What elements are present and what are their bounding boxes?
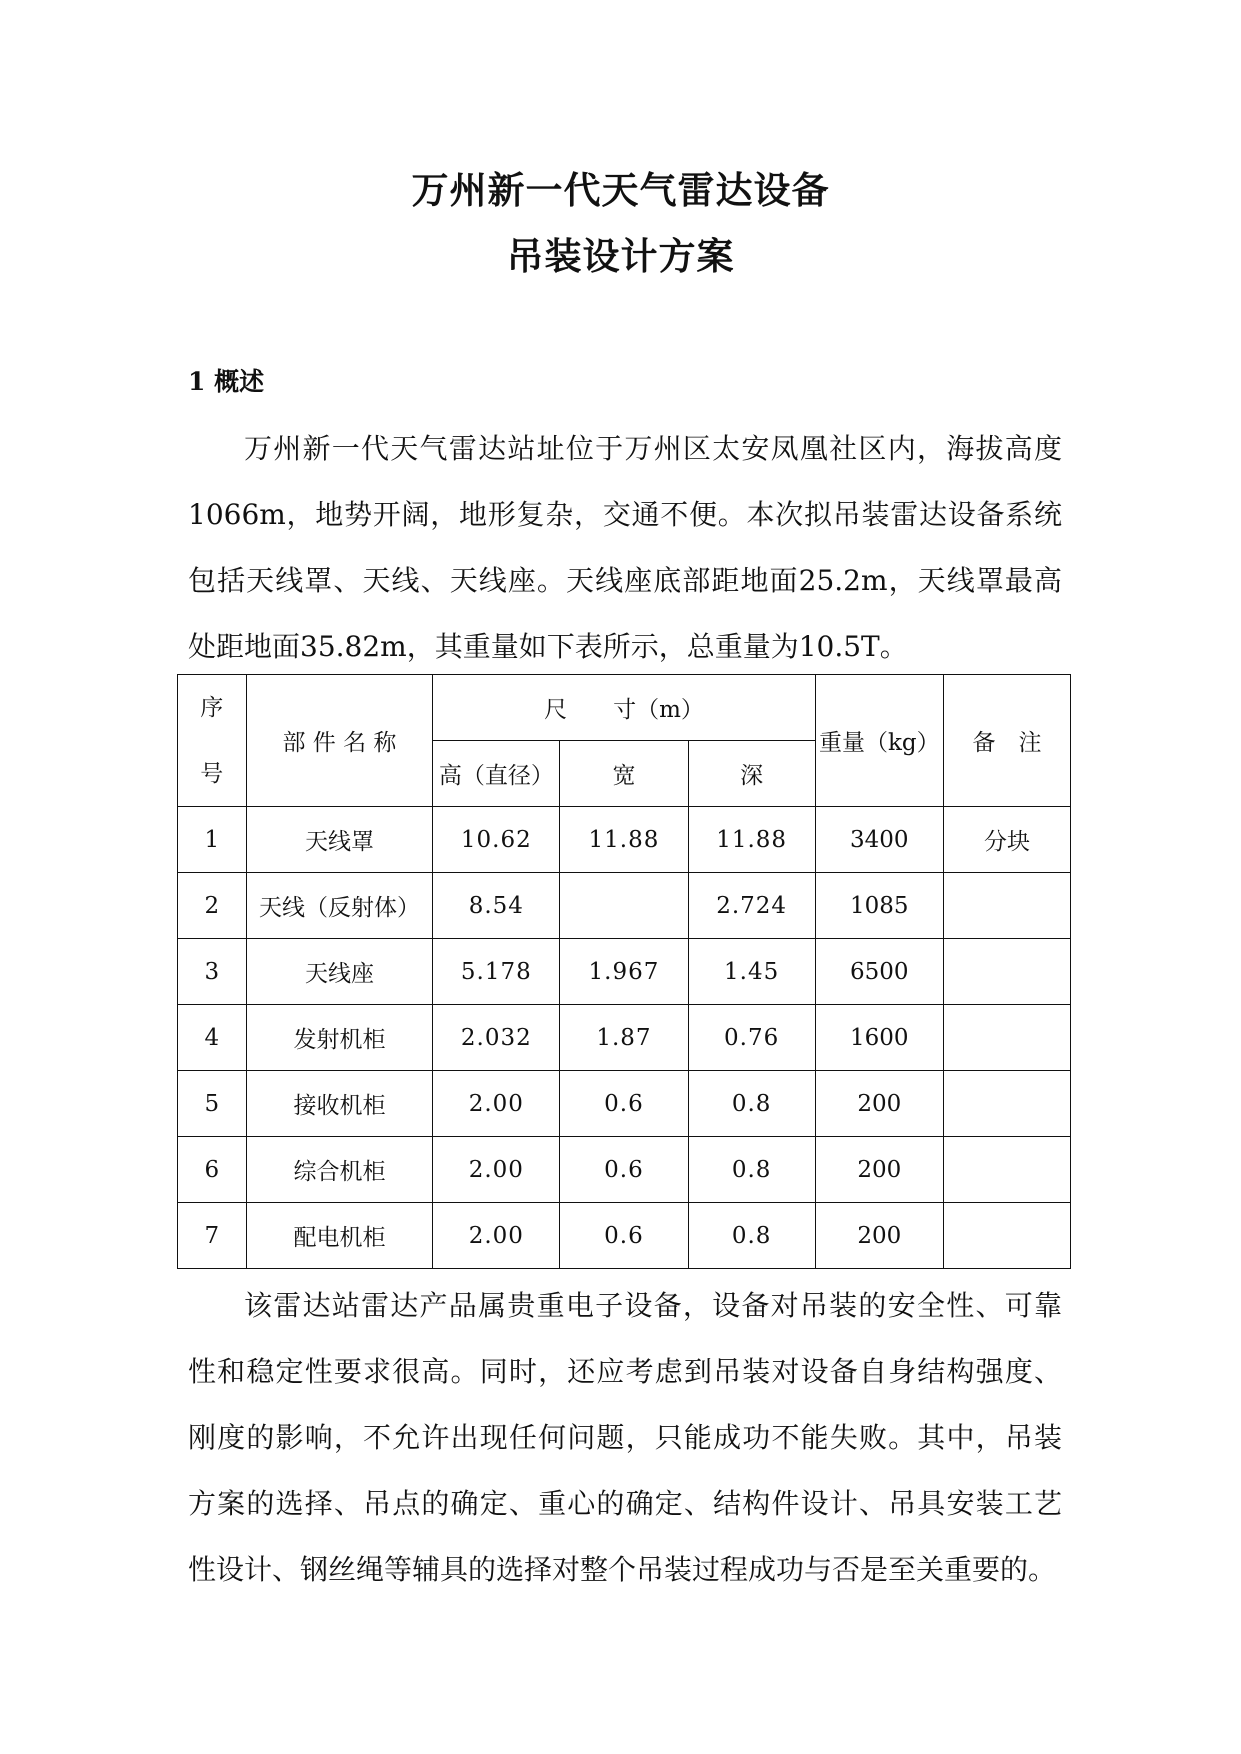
cell-remark	[943, 939, 1070, 1005]
paragraph-line: 性设计、钢丝绳等辅具的选择对整个吊装过程成功与否是至关重要的。	[188, 1553, 1057, 1586]
paragraph-line: 1066m，地势开阔，地形复杂，交通不便。本次拟吊装雷达设备系统	[188, 498, 1062, 531]
cell-height: 2.032	[433, 1005, 560, 1071]
cell-width: 1.87	[560, 1005, 688, 1071]
header-depth: 深	[688, 741, 815, 807]
document-subtitle: 吊装设计方案	[506, 234, 735, 278]
cell-no: 4	[178, 1005, 247, 1071]
paragraph-line: 万州新一代天气雷达站址位于万州区太安凤凰社区内，海拔高度	[244, 432, 1062, 465]
table-row	[178, 1203, 1071, 1269]
cell-weight: 6500	[815, 939, 943, 1005]
paragraph-line: 处距地面35.82m，其重量如下表所示，总重量为10.5T。	[188, 630, 908, 663]
cell-no: 1	[178, 807, 247, 873]
paragraph-line: 方案的选择、吊点的确定、重心的确定、结构件设计、吊具安装工艺	[188, 1487, 1062, 1520]
cell-height: 5.178	[433, 939, 560, 1005]
cell-no: 2	[178, 873, 247, 939]
header-weight: 重量（kg）	[815, 675, 943, 807]
cell-weight: 1600	[815, 1005, 943, 1071]
table-header-row	[178, 675, 1071, 741]
table-row	[178, 807, 1071, 873]
cell-height: 2.00	[433, 1203, 560, 1269]
cell-no: 5	[178, 1071, 247, 1137]
cell-no: 6	[178, 1137, 247, 1203]
cell-no: 3	[178, 939, 247, 1005]
cell-remark: 分块	[943, 807, 1070, 873]
cell-remark	[943, 1071, 1070, 1137]
cell-width: 0.6	[560, 1203, 688, 1269]
cell-depth: 0.76	[688, 1005, 815, 1071]
intro-paragraph	[188, 416, 1062, 680]
header-name: 部 件 名 称	[246, 675, 433, 807]
header-width: 宽	[560, 741, 688, 807]
cell-height: 10.62	[433, 807, 560, 873]
cell-width: 1.967	[560, 939, 688, 1005]
equipment-table	[177, 674, 1071, 1269]
cell-width	[560, 873, 688, 939]
table-row	[178, 939, 1071, 1005]
cell-depth: 0.8	[688, 1137, 815, 1203]
cell-weight: 200	[815, 1203, 943, 1269]
header-seq-top: 序	[200, 694, 224, 721]
header-dimensions: 尺 寸（m）	[433, 675, 815, 741]
cell-weight: 200	[815, 1071, 943, 1137]
cell-name: 天线罩	[246, 807, 433, 873]
document-title: 万州新一代天气雷达设备	[411, 168, 830, 212]
cell-name: 配电机柜	[246, 1203, 433, 1269]
table-row	[178, 1005, 1071, 1071]
cell-depth: 2.724	[688, 873, 815, 939]
cell-remark	[943, 1203, 1070, 1269]
cell-width: 11.88	[560, 807, 688, 873]
header-height: 高（直径）	[433, 741, 560, 807]
header-remark: 备 注	[943, 675, 1070, 807]
section-heading: 1 概述	[188, 367, 265, 396]
paragraph-line: 刚度的影响，不允许出现任何问题，只能成功不能失败。其中，吊装	[188, 1421, 1062, 1454]
paragraph-line: 性和稳定性要求很高。同时，还应考虑到吊装对设备自身结构强度、	[188, 1355, 1062, 1388]
header-seq-bottom: 号	[200, 760, 224, 787]
cell-no: 7	[178, 1203, 247, 1269]
cell-remark	[943, 1005, 1070, 1071]
cell-width: 0.6	[560, 1071, 688, 1137]
cell-width: 0.6	[560, 1137, 688, 1203]
cell-remark	[943, 873, 1070, 939]
cell-depth: 0.8	[688, 1203, 815, 1269]
table-row	[178, 873, 1071, 939]
cell-name: 接收机柜	[246, 1071, 433, 1137]
cell-depth: 11.88	[688, 807, 815, 873]
cell-weight: 3400	[815, 807, 943, 873]
cell-name: 综合机柜	[246, 1137, 433, 1203]
cell-depth: 0.8	[688, 1071, 815, 1137]
table-row	[178, 1071, 1071, 1137]
cell-name: 天线座	[246, 939, 433, 1005]
cell-height: 8.54	[433, 873, 560, 939]
cell-remark	[943, 1137, 1070, 1203]
requirements-paragraph	[188, 1273, 1062, 1603]
cell-depth: 1.45	[688, 939, 815, 1005]
header-seq	[178, 675, 247, 807]
cell-height: 2.00	[433, 1071, 560, 1137]
cell-weight: 200	[815, 1137, 943, 1203]
paragraph-line: 该雷达站雷达产品属贵重电子设备，设备对吊装的安全性、可靠	[244, 1289, 1062, 1322]
paragraph-line: 包括天线罩、天线、天线座。天线座底部距地面25.2m，天线罩最高	[188, 564, 1062, 597]
cell-name: 发射机柜	[246, 1005, 433, 1071]
cell-name: 天线（反射体）	[246, 873, 433, 939]
cell-height: 2.00	[433, 1137, 560, 1203]
cell-weight: 1085	[815, 873, 943, 939]
table-row	[178, 1137, 1071, 1203]
